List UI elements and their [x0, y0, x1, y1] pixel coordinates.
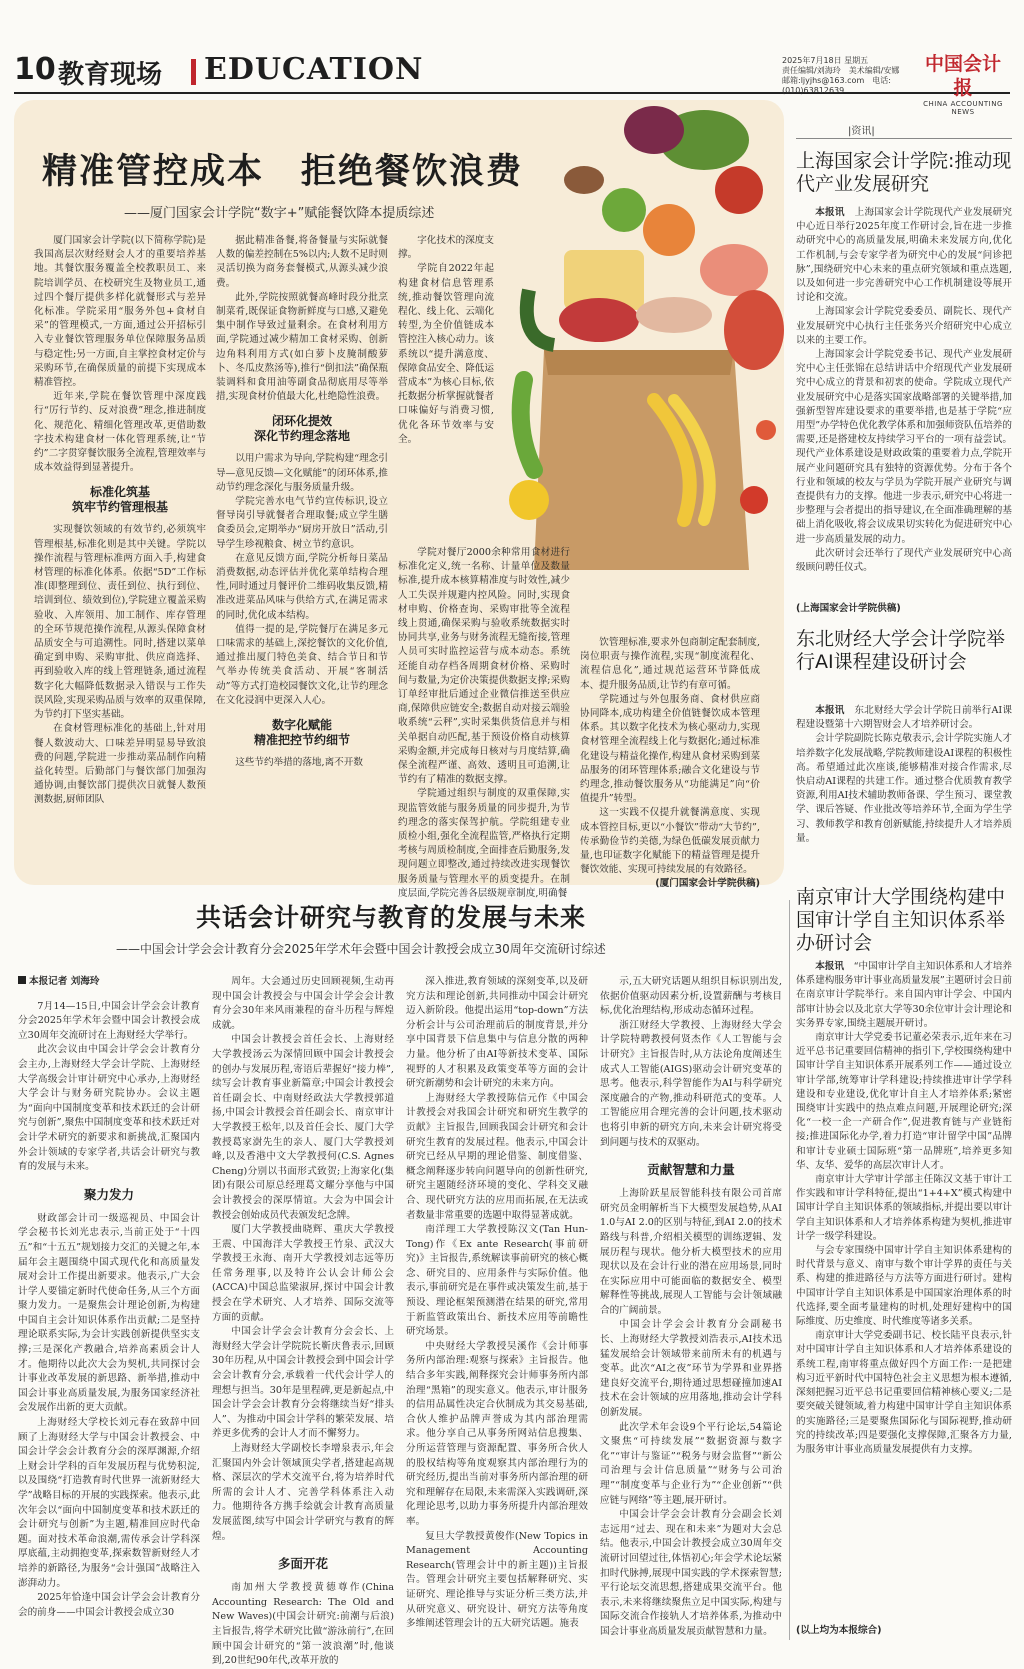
- paragraph: 东北财经大学会计学院日前举行AI课程建设暨第十六期智财会人才培养研讨会。: [796, 705, 1013, 731]
- paragraph: 中国会计教授会首任会长、上海财经大学教授汤云为深情回顾中国会计教授会的创办与发展历程,寄语后辈握好“接力棒”,续写会计教育事业新篇章;中国会计教授会首任副会长、中南财经政法大学教授郭道扬,中国会计教授会首任副会长、南京审计大学教授王松年,以及首任会长、厦门大学教授葛家澍先生的亲人、厦门大学教授刘峰,以及香港中文大学教授何(C.S. Agnes Cheng)分别以书面形式致贺;上海家化(集团)有限公司原总经理葛文耀分享他与中国会计教授会的深厚情谊。大会为中国会计教授会创始成员代表颁发纪念牌。: [212, 1034, 394, 1221]
- article-column-4: [600, 975, 782, 1640]
- news-body: [796, 206, 1012, 618]
- issue-contact: 邮箱:ljyjhs@163.com 电话:(010)63812639: [782, 76, 891, 95]
- paragraph: 上海财经大学教授陈信元作《中国会计教授会对我国会计研究和研究生教学的贡献》主旨报告,回顾我国会计研究和会计研究生教育的发展过程。他表示,中国会计研究已经从早期的理论借鉴、制度借鉴、概念阐释逐步转向问题导向的创新性研究,研究主题随经济环境的变化、学科交叉融合、现代研究方法的应用而拓展,在无法或者数量非常重要的选题中取得显著成就。: [406, 1092, 588, 1221]
- section-title-cn: 教育现场: [58, 60, 163, 90]
- news-credit: (以上均为本报综合): [796, 1625, 882, 1636]
- paragraph: 中国会计学会会计教育分会会长、上海财经大学会计学院院长靳庆鲁表示,回顾30年历程,从中国会计教授会到中国会计学会会计教育分会,承载着一代代会计学人的理想与担当。30年是里程碑,更是新起点,中国会计学会会计教育分会将继续当好“排头人”、为推动中国会计学科的繁荣发展、培养更多优秀的会计人才而不懈努力。: [212, 1326, 394, 1440]
- news-lead: 本报讯: [815, 961, 844, 972]
- issue-info: [782, 56, 914, 96]
- byline: [18, 975, 200, 990]
- paragraph: 实现餐饮领域的有效节约,必须筑牢管理根基,标准化则是其中关键。学院以操作流程与管理标准两方面入手,构建食材管理的标准化体系。依据“5D”工作标准(即整理到位、责任到位、执行到位、培训到位、绩效到位),学院建立覆盖采购验收、入库领用、加工制作、库存管理的全环节规范操作流程,从源头保障食材品质安全与可追溯性。同时,搭建以菜单确定到申购、采购审批、供应商选择、再到验收入库的线上管理链条,通过流程数字化大幅降低数据录入错误与工作失误风险,实现采购品质与效率的双重保障,为节约打下坚实基础。: [34, 524, 206, 721]
- paragraph: 南京审计大学党委书记董必荣表示,近年来在习近平总书记重要回信精神的指引下,学校围绕构建中国审计学自主知识体系开展系列工作——通过设立审计学部,统筹审计学科建设;持续推进审计学学科建设和专业建设,优化审计自主人才培养体系;紧密围绕审计实践中的热点难点问题,开展理论研究;深化“一校一企一产研合作”,促进教育链与产业链衔接;推进国际化办学,着力打造“审计留学中国”品牌和审计专业硕士国际班“第一品牌班”,培养更多知华、友华、爱华的高层次审计人才。: [796, 1032, 1012, 1171]
- news-sidebar: [796, 100, 1012, 1640]
- paragraph: 7月14—15日,中国会计学会会计教育分会2025年学术年会暨中国会计教授会成立30周年交流研讨在上海财经大学举行。: [18, 1000, 200, 1041]
- page-number: 10: [14, 52, 56, 87]
- feature-column-4: [580, 636, 760, 890]
- section-title-en: EDUCATION: [204, 52, 424, 87]
- paragraph: 在意见反馈方面,学院分析每日菜品消费数据,动态评估并优化菜单结构合理性,同时通过月餐评价二维码收集反馈,精准改进菜品风味与供给方式,在满足需求的同时,优化成本结构。: [216, 552, 388, 621]
- paragraph: 上海国家会计学院党委书记、现代产业发展研究中心主任张锦在总结讲话中介绍现代产业发展研究中心成立的背景和初衷的使命。学院成立现代产业发展研究中心是落实国家战略部署的关键举措,加强新型智库建设要求的重要举措,也是基于学院“应用型”办学特色优化教学体系和加强师资队伍培养的需要,还是搭建校友持续学习平台的一项有益尝试。现代产业体系建设是财政政策的重要着力点,学院开展产业问题研究具有独特的资源优势。分布于各个行业和领域的校友与学员为学院开展产业研究与调查提供有力的支撑。他进一步表示,研究中心将进一步整理与会者提出的指导建议,在全面准确理解的基础上消化吸收,将会议成果切实转化为促进研究中心进一步高质量发展的动力。: [796, 349, 1012, 545]
- feature-column-3-top: [398, 234, 494, 544]
- article-credit: (厦门国家会计学院供稿): [655, 878, 760, 890]
- paragraph: 上海国家会计学院党委委员、副院长、现代产业发展研究中心执行主任张务兴介绍研究中心成立以来的主要工作。: [796, 306, 1012, 346]
- feature-article: [14, 100, 784, 899]
- paragraph: 南洋理工大学教授陈汉文(Tan Hun-Tong)作《Ex ante Research(事前研究)》主旨报告,系统解读事前研究的核心概念、研究目的、应用条件与实际价值。他表示,事前研究是在事件或决策发生前,基于预设、理论框架预测潜在结果的研究,常用于新监管政策出台、新技术应用等前瞻性研究场景。: [406, 1224, 588, 1338]
- paragraph: 会计学院副院长陈克敬表示,会计学院实施人才培养数字化发展战略,学院教师建设AI课程的积极性高。希望通过此次座谈,能够精准对接合作需求,尽快启动AI课程的共建工作。通过整合优质教育教学资源,利用AI技术辅助教师备课、学生预习、课堂教学、课后答疑、作业批改等培养环节,全面为学生学习、教师教学和教育创新赋能,持续提升人才培养质量。: [796, 733, 1012, 844]
- paragraph: 此次研讨会还举行了现代产业发展研究中心高级顾问聘任仪式。: [796, 547, 1012, 574]
- news-body: [796, 960, 1012, 1622]
- feature-column-1: [34, 234, 206, 879]
- section-subhead: 贡献智慧和力量: [647, 1162, 735, 1178]
- paragraph: 厦门国家会计学院(以下简称学院)是我国高层次财经财会人才的重要培养基地。其餐饮服务覆盖全校教职员工、来院培训学员、在校研究生及物业员工,通过四个餐厅提供多样化就餐形式与差异化标准。学院采用“服务外包+食材自采”的管理模式,一方面,通过公开招标引入专业餐饮管理服务单位保障服务品质与稳定性;另一方面,自主掌控食材定价与采购环节,在确保质量的前提下实现成本精准管控。: [34, 235, 206, 389]
- paragraph: 近年来,学院在餐饮管理中深度践行“厉行节约、反对浪费”理念,推进制度化、规范化、精细化管理改革,更借助数字技术构建食材一体化管理系统,让“节约”二字贯穿餐饮服务全流程,管理效率与成本效益得到显著提升。: [34, 391, 206, 474]
- article-column-2: [212, 975, 394, 1667]
- masthead: [14, 50, 1010, 116]
- paragraph: 上海阶跃星辰智能科技有限公司首席研究员金明解析当下大模型发展趋势,从AI 1.0与AI 2.0的区别与特征,到AI 2.0的技术路线与科普,介绍相关模型的训练逻辑、发展历程与现状。他分析大模型技术的应用现状以及在会计行业的潜在应用场景,同时在实际应用中可能面临的数据安全、模型解释性等挑战,展现人工智能与会计领域融合的广阔前景。: [600, 1188, 782, 1316]
- logo-en: CHINA ACCOUNTING NEWS: [923, 100, 1003, 116]
- paragraph: 厦门大学教授曲晓辉、重庆大学教授王震、中国海洋大学教授王竹泉、武汉大学教授王永海、南开大学教授刘志远等历任常务理事,以及特许公认会计师公会(ACCA)中国总监梁淑屏,探讨中国会计教授会在学术研究、人才培养、国际交流等方面的贡献。: [212, 1224, 394, 1323]
- section-subhead: 聚力发力: [83, 1186, 134, 1202]
- paragraph: 学院自2022年起构建食材信息管理系统,推动餐饮管理向流程化、线上化、云端化转型,为全价值链成本管控注入核心动力。该系统以“提升满意度、保障食品安全、降低运营成本”为核心目标,依托数据分析掌握就餐者口味偏好与消费习惯,优化各环节效率与安全。: [398, 263, 494, 445]
- feature-headline: 精准管控成本 拒绝餐饮浪费: [42, 151, 524, 192]
- paragraph: 周年。大会通过历史回顾视频,生动再现中国会计教授会与中国会计学会会计教育分会30年来风雨兼程的奋斗历程与辉煌成就。: [212, 976, 394, 1031]
- news-lead: 本报讯: [815, 207, 845, 218]
- paragraph: 此次学术年会设9个平行论坛,54篇论文聚焦“可持续发展”“数据资源与数字化”“审计与鉴证”“税务与财会监督”“新公司治理与会计信息质量”“财务与公司治理”“制度变革与企业行为”“企业创新”“供应链与网络”等主题,展开研讨。: [600, 1421, 782, 1506]
- byline-text: 本报记者 刘海玲: [29, 976, 100, 987]
- issue-editors: 责任编辑/刘海玲 美术编辑/安娜: [782, 66, 900, 75]
- section-subhead: 标准化筑基 筑牢节约管理根基: [71, 485, 168, 515]
- paragraph: “中国审计学自主知识体系和人才培养体系建构服务审计事业高质量发展”主题研讨会日前在南京审计学院举行。来自国内审计学会、中国内部审计协会以及北京大学等30余位审计会计理论和实务界专家,围绕主题展开研讨。: [796, 961, 1013, 1029]
- paragraph: 上海财经大学校长刘元春在致辞中回顾了上海财经大学与中国会计教授会、中国会计学会会计教育分会的深厚渊源,介绍上财会计学科的百年发展历程与优势积淀,以及围绕“打造教育时代世界一流新财经大学”战略目标的开展的实践探索。他表示,此次年会以“面向中国制度变革和技术跃迁的会计研究与创新”为主题,精准回应时代命题。面对技术革命浪潮,需传承会计学科深厚底蕴,主动拥抱变革,探索数智新财经人才培养的新路径,为服务“会计强国”战略注入澎湃动力。: [18, 1417, 200, 1589]
- column-divider: [789, 900, 790, 1640]
- paragraph: 此外,学院按照就餐高峰时段分批烹制菜肴,既保证食物新鲜度与口感,又避免集中制作导致过量剩余。在食材利用方面,学院通过减少精加工食材采购、创新边角料利用方式(如白萝卜皮腌制酸萝卜、冬瓜皮熬汤等),推行“倒扣法”确保瓶装调料和食用油等副食品彻底用尽等举措,实现食材价值最大化,杜绝隐性浪费。: [216, 291, 388, 403]
- byline-square-icon: [18, 976, 26, 984]
- feature-subheadline: ——厦门国家会计学院“数字+”赋能餐饮降本提质综述: [124, 206, 435, 221]
- paragraph: 这一实践不仅提升就餐满意度、实现成本管控目标,更以“小餐饮”带动“大节约”,传承勤俭节约美德,为绿色低碳发展贡献力量,也印证数字化赋能下的精益管理是提升餐饮效能、实现可持续发展的有效路径。: [580, 807, 760, 876]
- issue-date: 2025年7月18日 星期五: [782, 56, 869, 65]
- sidebar-tag: |资讯|: [848, 126, 875, 137]
- paragraph: 值得一提的是,学院餐厅在满足多元口味需求的基础上,深挖餐饮的文化价值,通过推出厦门特色美食、结合节日和节气举办传统美食活动、开展“客制活动”等方式打造校园餐饮文化,让节约理念在文化浸润中更深入人心。: [216, 623, 388, 706]
- paragraph: 这些节约举措的落地,离不开数: [235, 757, 363, 769]
- sidebar-rule: [796, 138, 1012, 139]
- paragraph: 学院完善水电气节约宣传标识,设立督导岗引导就餐者合理取餐;成立学生膳食委员会,定期举办“厨房开放日”活动,引导学生珍视粮食、树立节约意识。: [216, 496, 388, 550]
- paragraph: 学院通过与外包服务商、食材供应商协同降本,成功构建全价值链餐饮成本管理体系。其以数字化技术为核心驱动力,实现食材管理全流程线上化与数据化;通过标准化建设与精益化操作,构建从食材采购到菜品服务的闭环管理体系;融合文化建设与节约理念,推动餐饮服务从“功能满足”向“价值提升”转型。: [580, 693, 760, 805]
- paragraph: 上海财经大学副校长李增泉表示,年会汇聚国内外会计领域顶尖学者,搭建起高规格、深层次的学术交流平台,将为培养时代所需的会计人才、完善学科体系注入动力。他期待各方携手绘就会计教育高质量发展蓝图,续写中国会计学研究与教育的辉煌。: [212, 1443, 394, 1542]
- paragraph: 深入推进,教育领域的深刻变革,以及研究方法和理论创新,共同推动中国会计研究迈入新阶段。他提出运用“top-down”方法分析会计与公司治理前后的制度背景,并分享中国背景下信息集中与信息分散的两种力量。他分析了由AI等新技术变革、国际视野的人才积累及政策变革等方面的会计研究新潮势和会计研究的未来方向。: [406, 976, 588, 1090]
- paragraph: 中国会计学会会计教育分会副秘书长、上海财经大学教授刘浩表示,AI技术迅猛发展给会计领域带来前所未有的机遇与变革。此次“AI之夜”环节为学界和业界搭建良好交流平台,期待通过思想碰撞加速AI技术在会计领域的应用落地,推动会计学科创新发展。: [600, 1319, 782, 1419]
- news-lead: 本报讯: [815, 705, 845, 716]
- logo-cn: 中国会计报: [924, 53, 1001, 99]
- article-column-3: [406, 975, 588, 1640]
- paragraph: 财政部会计司一级巡视员、中国会计学会秘书长刘光忠表示,当前正处于“十四五”和“十五五”规划接力交汇的关键之年,本届年会主题围绕中国式现代化和高质量发展对会计工作提出新要求。他表示,广大会计学人要锚定新时代使命任务,从三个方面聚力发力。一是聚焦会计理论创新,为构建中国自主会计知识体系作出贡献;二是坚持理论联系实际,为会计实践创新提供坚实支撑;三是深化产教融合,培养高素质会计人才。他期待以此次大会为契机,共同探讨会计事业改革发展的新思路、新举措,推动中国会计事业高质量发展,为服务国家经济社会发展作出新的更大贡献。: [18, 1212, 200, 1414]
- section-subhead: 多面开花: [277, 1556, 328, 1572]
- paragraph: 以用户需求为导向,学院构建“理念引导—意见反馈—文化赋能”的闭环体系,推动节约理念深化与服务质量升级。: [216, 453, 388, 493]
- news-headline: 南京审计大学围绕构建中国审计学自主知识体系举办研讨会: [796, 886, 1006, 954]
- article-headline: 共话会计研究与教育的发展与未来: [196, 903, 587, 932]
- paragraph: 示,五大研究话题从组织目标识别出发,依据价值驱动因素分析,设置薪酬与考核目标,优化治理结构,形成动态循环过程。: [600, 976, 782, 1017]
- paragraph: 饮管理标准,要求外包商制定配套制度,岗位职责与操作流程,实现“制度流程化、流程信息化”,通过规范运营环节降低成本、提升服务品质,让节约有章可循。: [580, 637, 760, 691]
- section-divider-bar: [191, 59, 196, 85]
- paragraph: 此次会议由中国会计学会会计教育分会主办,上海财经大学会计学院、上海财经大学高级会计审计研究中心承办,上海财经大学会计与财务研究院协办。会议主题为“面向中国制度变革和技术跃迁的会计研究与创新”,聚焦中国制度变革和技术跃迁对会计学术研究的新要求和新挑战,汇聚国内外会计领域的专家学者,共话会计研究与教育的发展与未来。: [18, 1044, 200, 1173]
- news-credit: (上海国家会计学院供稿): [796, 603, 901, 614]
- paragraph: 与会专家围绕中国审计学自主知识体系建构的时代背景与意义、南审与数个审计学界的责任与关系、构建的推进路径与方法等方面进行研讨。建构中国审计学自主知识体系是中国国家治理体系的时代选择,要全面考量建构的时机,处理好建构中的国际维度、历史维度、时代维度等诸多关系。: [796, 1245, 1012, 1328]
- paragraph: 南京审计大学审计学部主任陈汉文基于审计工作实践和审计学科特征,提出“1+4+X”模式构建中国审计学自主知识体系的领域指标,并提出要以审计学自主知识体系和人才培养体系构建为契机,推进审计学一级学科建设。: [796, 1174, 1012, 1242]
- news-headline: 上海国家会计学院:推动现代产业发展研究: [796, 150, 1012, 195]
- section-subhead: 数字化赋能 精准把控节约细节: [253, 718, 350, 748]
- paragraph: 上海国家会计学院现代产业发展研究中心近日举行2025年度工作研讨会,旨在进一步推动研究中心的高质量发展,明确未来发展方向,优化工作机制,与会专家学者为研究中心的发展“问诊把脉”,围绕研究中心未来的重点研究领域和重点选题,以及如何进一步完善研究中心工作机制建设等展开讨论和交流。: [796, 207, 1013, 304]
- paragraph: 在食材管理标准化的基础上,针对用餐人数波动大、口味差异明显易导致浪费的问题,学院进一步推动菜品制作向精益化转型。后勤部门与餐饮部门加强沟通协调,由餐饮部门提供次日就餐人数预测数据,厨师团队: [34, 723, 206, 806]
- paragraph: 学院通过组织与制度的双重保障,实现监管效能与服务质量的同步提升,为节约理念的落实保驾护航。学院组建专业质检小组,强化全流程监管,严格执行定期考核与周质检制度,全面排查后勤服务,发现问题立即整改,通过持续改进实现餐饮服务质量与管理水平的质变提升。在制度层面,学院完善各层级规章制度,明确餐: [398, 788, 570, 899]
- food-groceries-illustration: [504, 100, 784, 580]
- paragraph: 中央财经大学教授吴溪作《会计师事务所内部治理:观察与探索》主旨报告。他结合多年实践,阐释探究会计师事务所内部治理“黑箱”的现实意义。他表示,审计服务的信用品属性决定合伙制成为其交易基础,合伙人维护品牌声誉成为其内部治理需求。他分享自己从事务所网站信息搜集、分所运营管理与资源配置、事务所合伙人的股权结构等角度观察其内部治理行为的研究经历,提出当前对事务所内部治理的研究和理解存在局限,未来需深入实践调研,深化理论思考,以助力事务所提升内部治理效率。: [406, 1340, 588, 1527]
- section-subhead: 闭环化提效 深化节约理念落地: [253, 414, 350, 444]
- paragraph: 浙江财经大学教授、上海财经大学会计学院特聘教授何贤杰作《人工智能与会计研究》主旨报告时,从方法论角度阐述生成式人工智能(AIGS)驱动会计研究变革的思考。他表示,科学智能作为AI与科学研究深度融合的产物,推动科研范式的变革。人工智能应用合理完善的会计问题,技术驱动也将引申新的研究方向,未来会计研究将受到问题与技术的双驱动。: [600, 1019, 782, 1148]
- feature-column-2: [216, 234, 388, 879]
- feature-column-3-bottom: [398, 546, 570, 899]
- paragraph: 中国会计学会会计教育分会副会长刘志远用“过去、现在和未来”为题对大会总结。他表示,中国会计教授会成立30周年交流研讨回望过往,体悟初心;年会学术论坛紧扣时代脉搏,展现中国实践的学术探索智慧;平行论坛交流思想,搭建成果交流平台。他表示,未来将继续聚焦立足中国实际,构建与国际交流合作接轨人才培养体系,为推动中国会计事业高质量发展贡献智慧和力量。: [600, 1509, 782, 1637]
- article-column-1: [18, 975, 200, 1640]
- paragraph: 据此精准备餐,将备餐量与实际就餐人数的偏差控制在5%以内;人数不足时则灵活切换为商务套餐模式,从源头减少浪费。: [216, 235, 388, 289]
- article-subheadline: ——中国会计学会会计教育分会2025年学术年会暨中国会计教授会成立30周年交流研讨综述: [116, 942, 606, 956]
- paragraph: 字化技术的深度支撑。: [398, 235, 494, 261]
- news-headline: 东北财经大学会计学院举行AI课程建设研讨会: [796, 628, 1006, 673]
- paragraph: 学院对餐厅2000余种常用食材进行标准化定义,统一名称、计量单位及数量标准,提升成本核算精准度与时效性,减少人工失误并规避内控风险。同时,实现食材申购、价格查询、采购审批等全流程线上贯通,确保采购与验收系统数据实时协同共享,业务与财务流程无缝衔接,管理人员可实时监控运营与成本动态。系统还能自动存档各周期食材价格、采购时间与数量,为定价决策提供数据支撑;采购订单经审批后通过企业微信推送至供应商,保障供应链安全;数据自动对接云端验收系统“云秤”,实时采集供货信息并与相关单据自动匹配,基于预设价格自动核算采购金额,并完成每日核对与月度结算,确保全流程严谨、高效、透明且可追溯,让节约有了精准的数据支撑。: [398, 547, 570, 786]
- paragraph: 南加州大学教授黄德尊作(China Accounting Research: The Old and New Waves)(中国会计研究:前潮与后浪)主旨报告,将学术研究比做“游泳前行”,在回顾中国会计研究的“第一波浪潮”时,他谈到,20世纪90年代,改革开放的: [212, 1582, 394, 1667]
- paragraph: 2025年恰逢中国会计学会会计教育分会的前身——中国会计教授会成立30: [18, 1592, 200, 1618]
- news-body: [796, 704, 1012, 876]
- paragraph: 南京审计大学党委副书记、校长陆平良表示,针对中国审计学自主知识体系和人才培养体系建设的系统工程,南审将重点做好四个方面工作:一是把建构习近平新时代中国特色社会主义思想为根本遵循,深刻把握习近平总书记重要回信精神核心要义;二是要突破关键领域,着力构建中国审计学自主知识体系的实施路径;三是要聚焦国际化与国际视野,推动研究的持续改革;四是要强化支撑保障,汇聚各方力量,为服务审计事业高质量发展提供有力支撑。: [796, 1330, 1012, 1455]
- paragraph: 复旦大学教授黄俊作(New Topics in Management Accounting Research(管理会计中的新主题))主旨报告。管理会计研究主要包括解释研究、实证研究、理论推导与实证分析三类方法,并从研究意义、研究设计、研究方法等角度多维阐述管理会计的五大研究话题。施表: [406, 1530, 588, 1630]
